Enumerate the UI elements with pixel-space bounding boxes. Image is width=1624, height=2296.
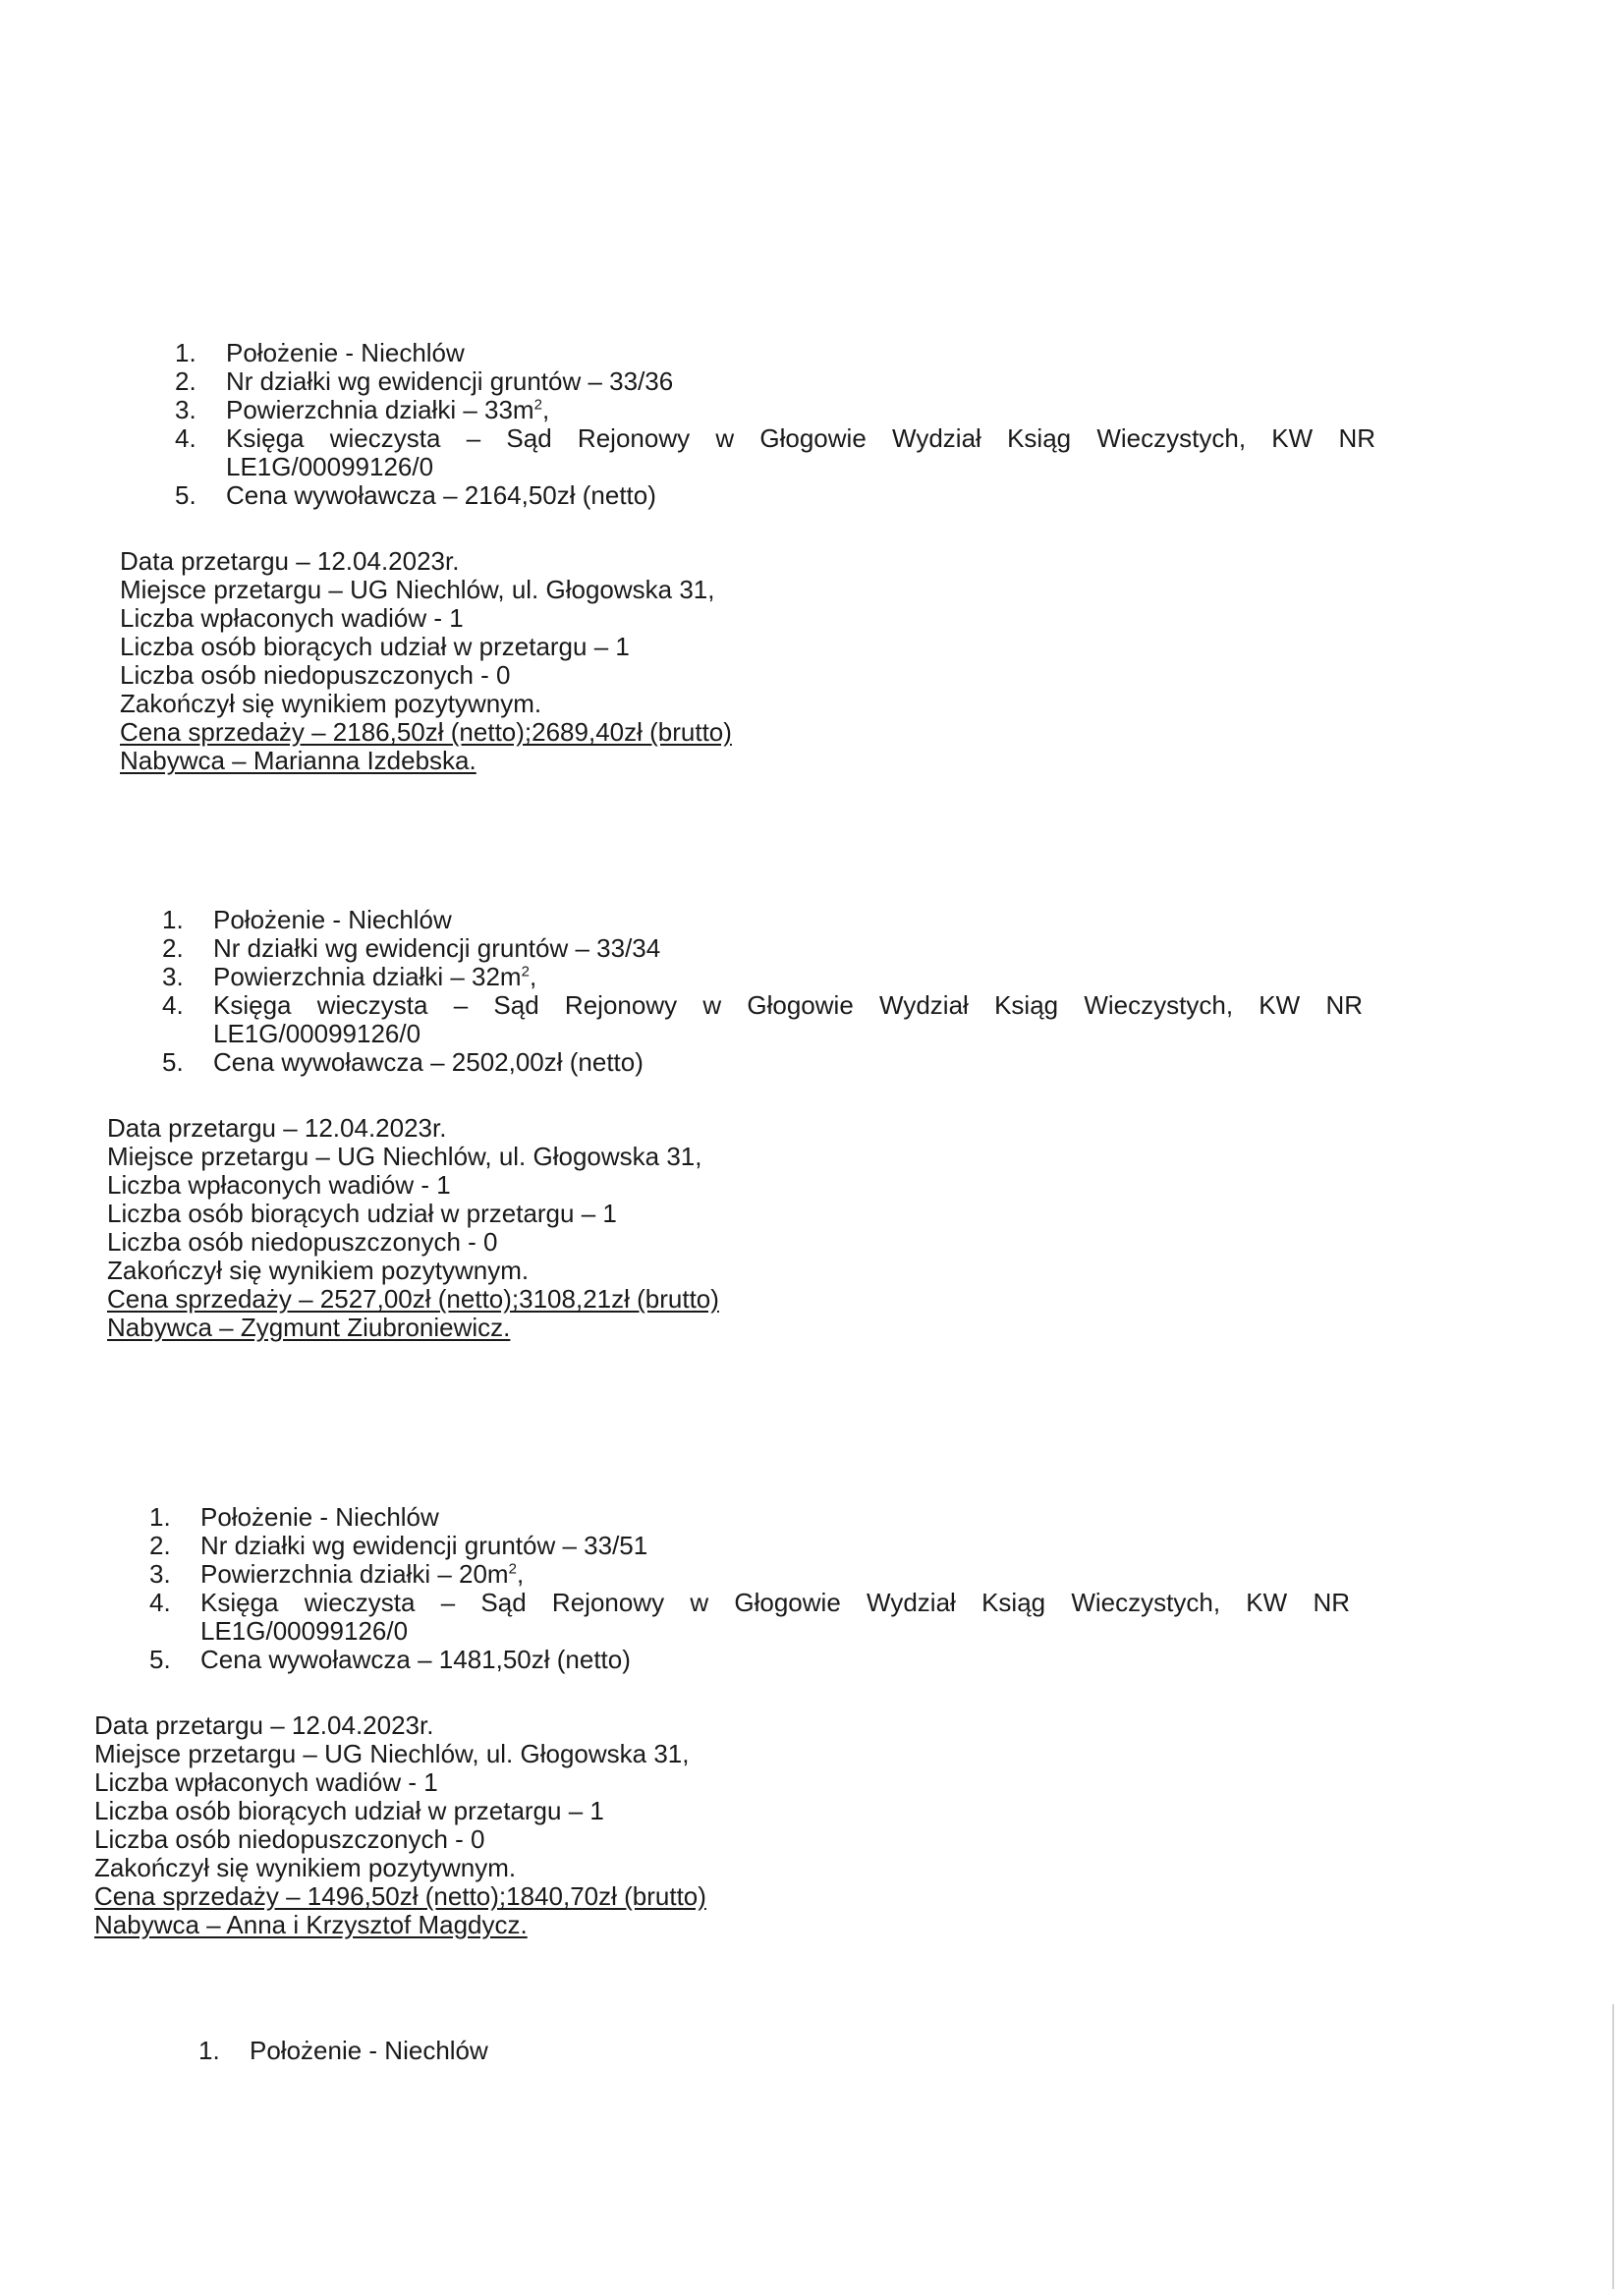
list-item: 2. Nr działki wg ewidencji gruntów – 33/36 <box>175 366 674 396</box>
deposits-count: Liczba wpłaconych wadiów - 1 <box>107 1170 451 1200</box>
list-item: 3. Powierzchnia działki – $32m^2$, <box>162 962 537 991</box>
auction-result: Zakończył się wynikiem pozytywnym. <box>94 1853 517 1882</box>
list-item: 1. Położenie - Niechlów <box>198 2036 488 2065</box>
list-item: 4. Księga wieczysta – Sąd Rejonowy w Głogowie Wydział Ksiąg Wieczystych, KW NR LE1G/00099126/0 <box>162 990 1363 1048</box>
list-item: 3. Powierzchnia działki – $20m^2$, <box>149 1559 525 1589</box>
participants-count: Liczba osób biorących udział w przetargu – 1 <box>94 1796 604 1825</box>
plot-info-list <box>175 339 1452 510</box>
auction-block-2 <box>107 905 1439 1342</box>
auction-date: Data przetargu – 12.04.2023r. <box>94 1710 434 1740</box>
scan-edge-divider <box>1612 2004 1614 2289</box>
plot-info-list <box>149 1503 1427 1674</box>
list-item: 1. Położenie - Niechlów <box>175 338 465 367</box>
buyer: Nabywca – Zygmunt Ziubroniewicz. <box>107 1313 511 1342</box>
auction-date: Data przetargu – 12.04.2023r. <box>107 1113 447 1143</box>
list-item: 5. Cena wywoławcza – 1481,50zł (netto) <box>149 1645 631 1674</box>
list-item: 2. Nr działki wg ewidencji gruntów – 33/34 <box>162 933 661 963</box>
auction-place: Miejsce przetargu – UG Niechlów, ul. Głogowska 31, <box>94 1739 690 1768</box>
auction-date: Data przetargu – 12.04.2023r. <box>120 546 460 576</box>
list-item: 3. Powierzchnia działki – $33m^2$, <box>175 395 550 424</box>
auction-place: Miejsce przetargu – UG Niechlów, ul. Głogowska 31, <box>120 575 715 604</box>
auction-details <box>94 1711 1427 1939</box>
list-item: 2. Nr działki wg ewidencji gruntów – 33/51 <box>149 1531 648 1560</box>
deposits-count: Liczba wpłaconych wadiów - 1 <box>120 603 464 633</box>
rejected-count: Liczba osób niedopuszczonych - 0 <box>107 1227 498 1257</box>
buyer: Nabywca – Marianna Izdebska. <box>120 746 476 775</box>
plot-info-list <box>162 906 1439 1077</box>
list-item: 5. Cena wywoławcza – 2502,00zł (netto) <box>162 1047 644 1077</box>
deposits-count: Liczba wpłaconych wadiów - 1 <box>94 1767 438 1797</box>
auction-place: Miejsce przetargu – UG Niechlów, ul. Głogowska 31, <box>107 1142 702 1171</box>
auction-details <box>107 1114 1439 1342</box>
buyer: Nabywca – Anna i Krzysztof Magdycz. <box>94 1910 528 1939</box>
list-item: 1. Położenie - Niechlów <box>149 1502 439 1532</box>
sale-price: Cena sprzedaży – 1496,50zł (netto);1840,70zł (brutto) <box>94 1881 706 1911</box>
plot-info-list <box>198 2037 1476 2065</box>
auction-details <box>120 547 1452 775</box>
auction-result: Zakończył się wynikiem pozytywnym. <box>107 1256 530 1285</box>
auction-block-1 <box>120 338 1452 775</box>
list-item: 1. Położenie - Niechlów <box>162 905 452 934</box>
auction-result: Zakończył się wynikiem pozytywnym. <box>120 689 542 718</box>
list-item: 5. Cena wywoławcza – 2164,50zł (netto) <box>175 480 656 510</box>
rejected-count: Liczba osób niedopuszczonych - 0 <box>120 660 511 690</box>
auction-block-3 <box>94 1502 1427 1939</box>
list-item: 4. Księga wieczysta – Sąd Rejonowy w Głogowie Wydział Ksiąg Wieczystych, KW NR LE1G/00099126/0 <box>175 423 1375 481</box>
sale-price: Cena sprzedaży – 2527,00zł (netto);3108,21zł (brutto) <box>107 1284 719 1314</box>
participants-count: Liczba osób biorących udział w przetargu – 1 <box>120 632 630 661</box>
auction-block-4 <box>198 2037 1476 2065</box>
list-item: 4. Księga wieczysta – Sąd Rejonowy w Głogowie Wydział Ksiąg Wieczystych, KW NR LE1G/00099126/0 <box>149 1588 1350 1646</box>
sale-price: Cena sprzedaży – 2186,50zł (netto);2689,40zł (brutto) <box>120 717 732 747</box>
participants-count: Liczba osób biorących udział w przetargu – 1 <box>107 1199 617 1228</box>
rejected-count: Liczba osób niedopuszczonych - 0 <box>94 1824 485 1854</box>
